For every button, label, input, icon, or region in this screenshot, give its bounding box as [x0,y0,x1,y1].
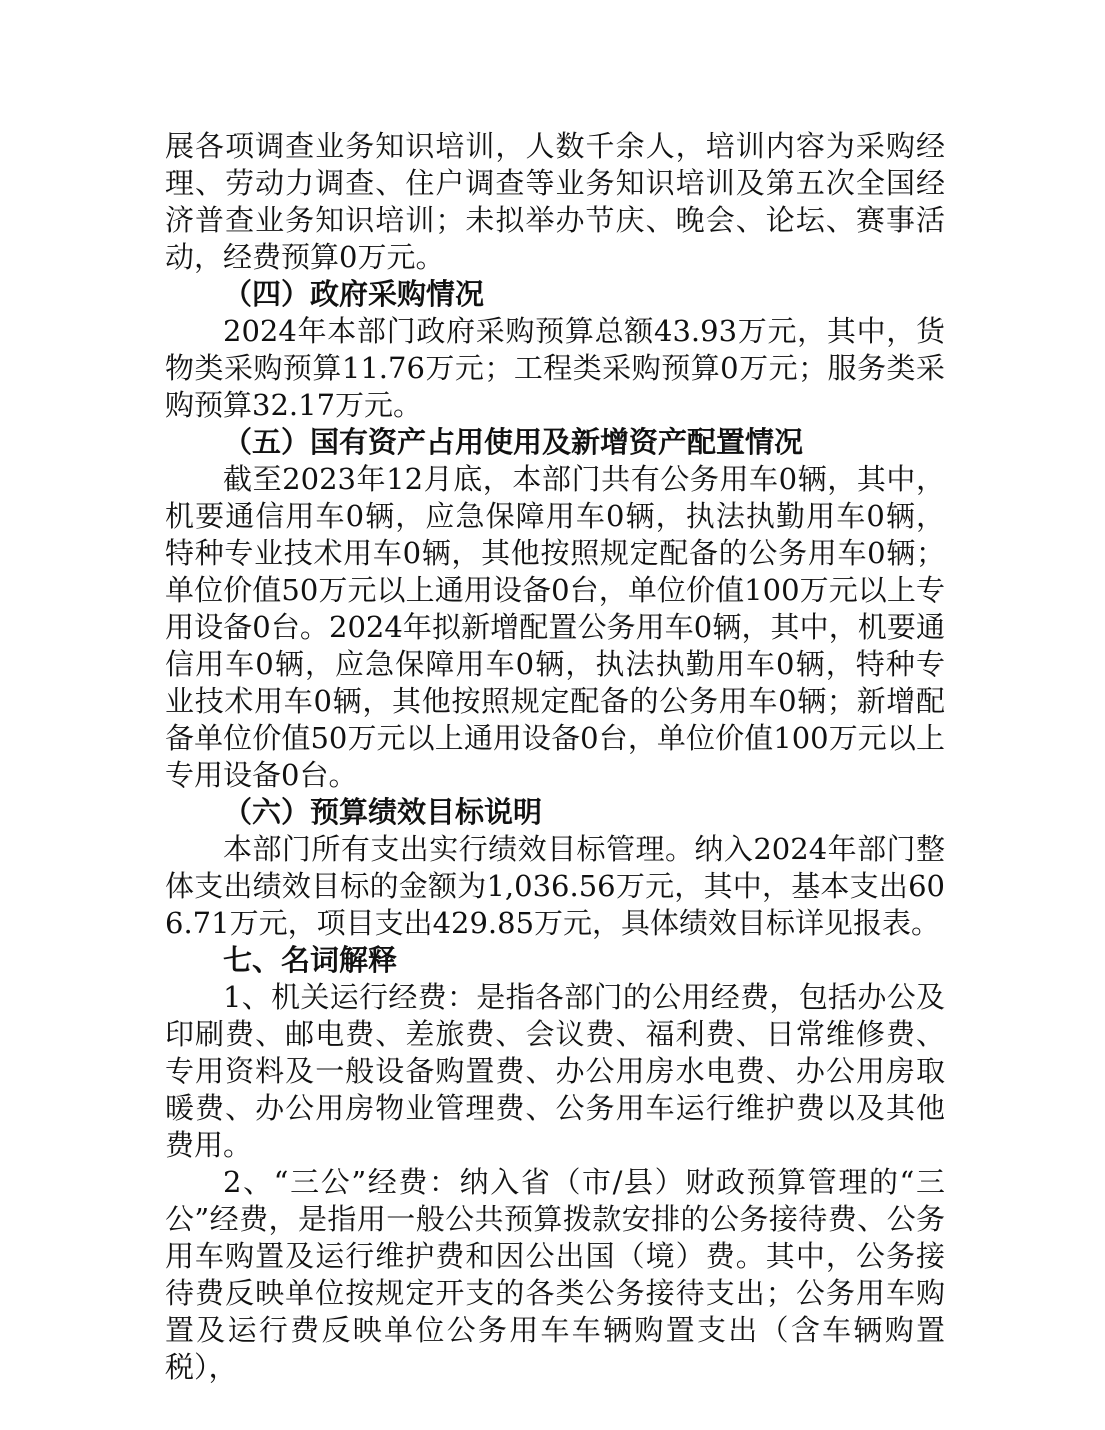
heading-performance-targets: （六）预算绩效目标说明 [223,795,543,829]
paragraph-state-assets: 截至2023年12月底，本部门共有公务用车0辆，其中，机要通信用车0辆，应急保障用车0辆，执法执勤用车0辆，特种专业技术用车0辆，其他按照规定配备的公务用车0辆；单位价值50万元以上通用设备0台，单位价值100万元以上专用设备0台。2024年拟新增配置公务用车0辆，其中，机要通信用车0辆，应急保障用车0辆，执法执勤用车0辆，特种专业技术用车0辆，其他按照规定配备的公务用车0辆；新增配备单位价值50万元以上通用设备0台，单位价值100万元以上专用设备0台。 [165,462,945,792]
paragraph-training-continuation: 展各项调查业务知识培训，人数千余人，培训内容为采购经理、劳动力调查、住户调查等业务知识培训及第五次全国经济普查业务知识培训；未拟举办节庆、晚会、论坛、赛事活动，经费预算0万元。 [165,129,945,274]
heading-glossary: 七、名词解释 [223,943,398,977]
paragraph-glossary-three-public-expenses: 2、“三公”经费：纳入省（市/县）财政预算管理的“三公”经费，是指用一般公共预算拨款安排的公务接待费、公务用车购置及运行维护费和因公出国（境）费。其中，公务接待费反映单位按规定开支的各类公务接待支出；公务用车购置及运行费反映单位公务用车车辆购置支出（含车辆购置税）， [165,1165,945,1384]
heading-state-assets: （五）国有资产占用使用及新增资产配置情况 [223,425,804,459]
document-body [165,128,945,1386]
paragraph-procurement-budget: 2024年本部门政府采购预算总额43.93万元，其中，货物类采购预算11.76万元；工程类采购预算0万元；服务类采购预算32.17万元。 [165,314,945,422]
paragraph-performance-targets: 本部门所有支出实行绩效目标管理。纳入2024年部门整体支出绩效目标的金额为1,036.56万元，其中，基本支出606.71万元，项目支出429.85万元，具体绩效目标详见报表。 [165,832,945,940]
heading-government-procurement: （四）政府采购情况 [223,277,485,311]
paragraph-glossary-operating-expenses: 1、机关运行经费：是指各部门的公用经费，包括办公及印刷费、邮电费、差旅费、会议费、福利费、日常维修费、专用资料及一般设备购置费、办公用房水电费、办公用房取暖费、办公用房物业管理费、公务用车运行维护费以及其他费用。 [165,980,945,1162]
